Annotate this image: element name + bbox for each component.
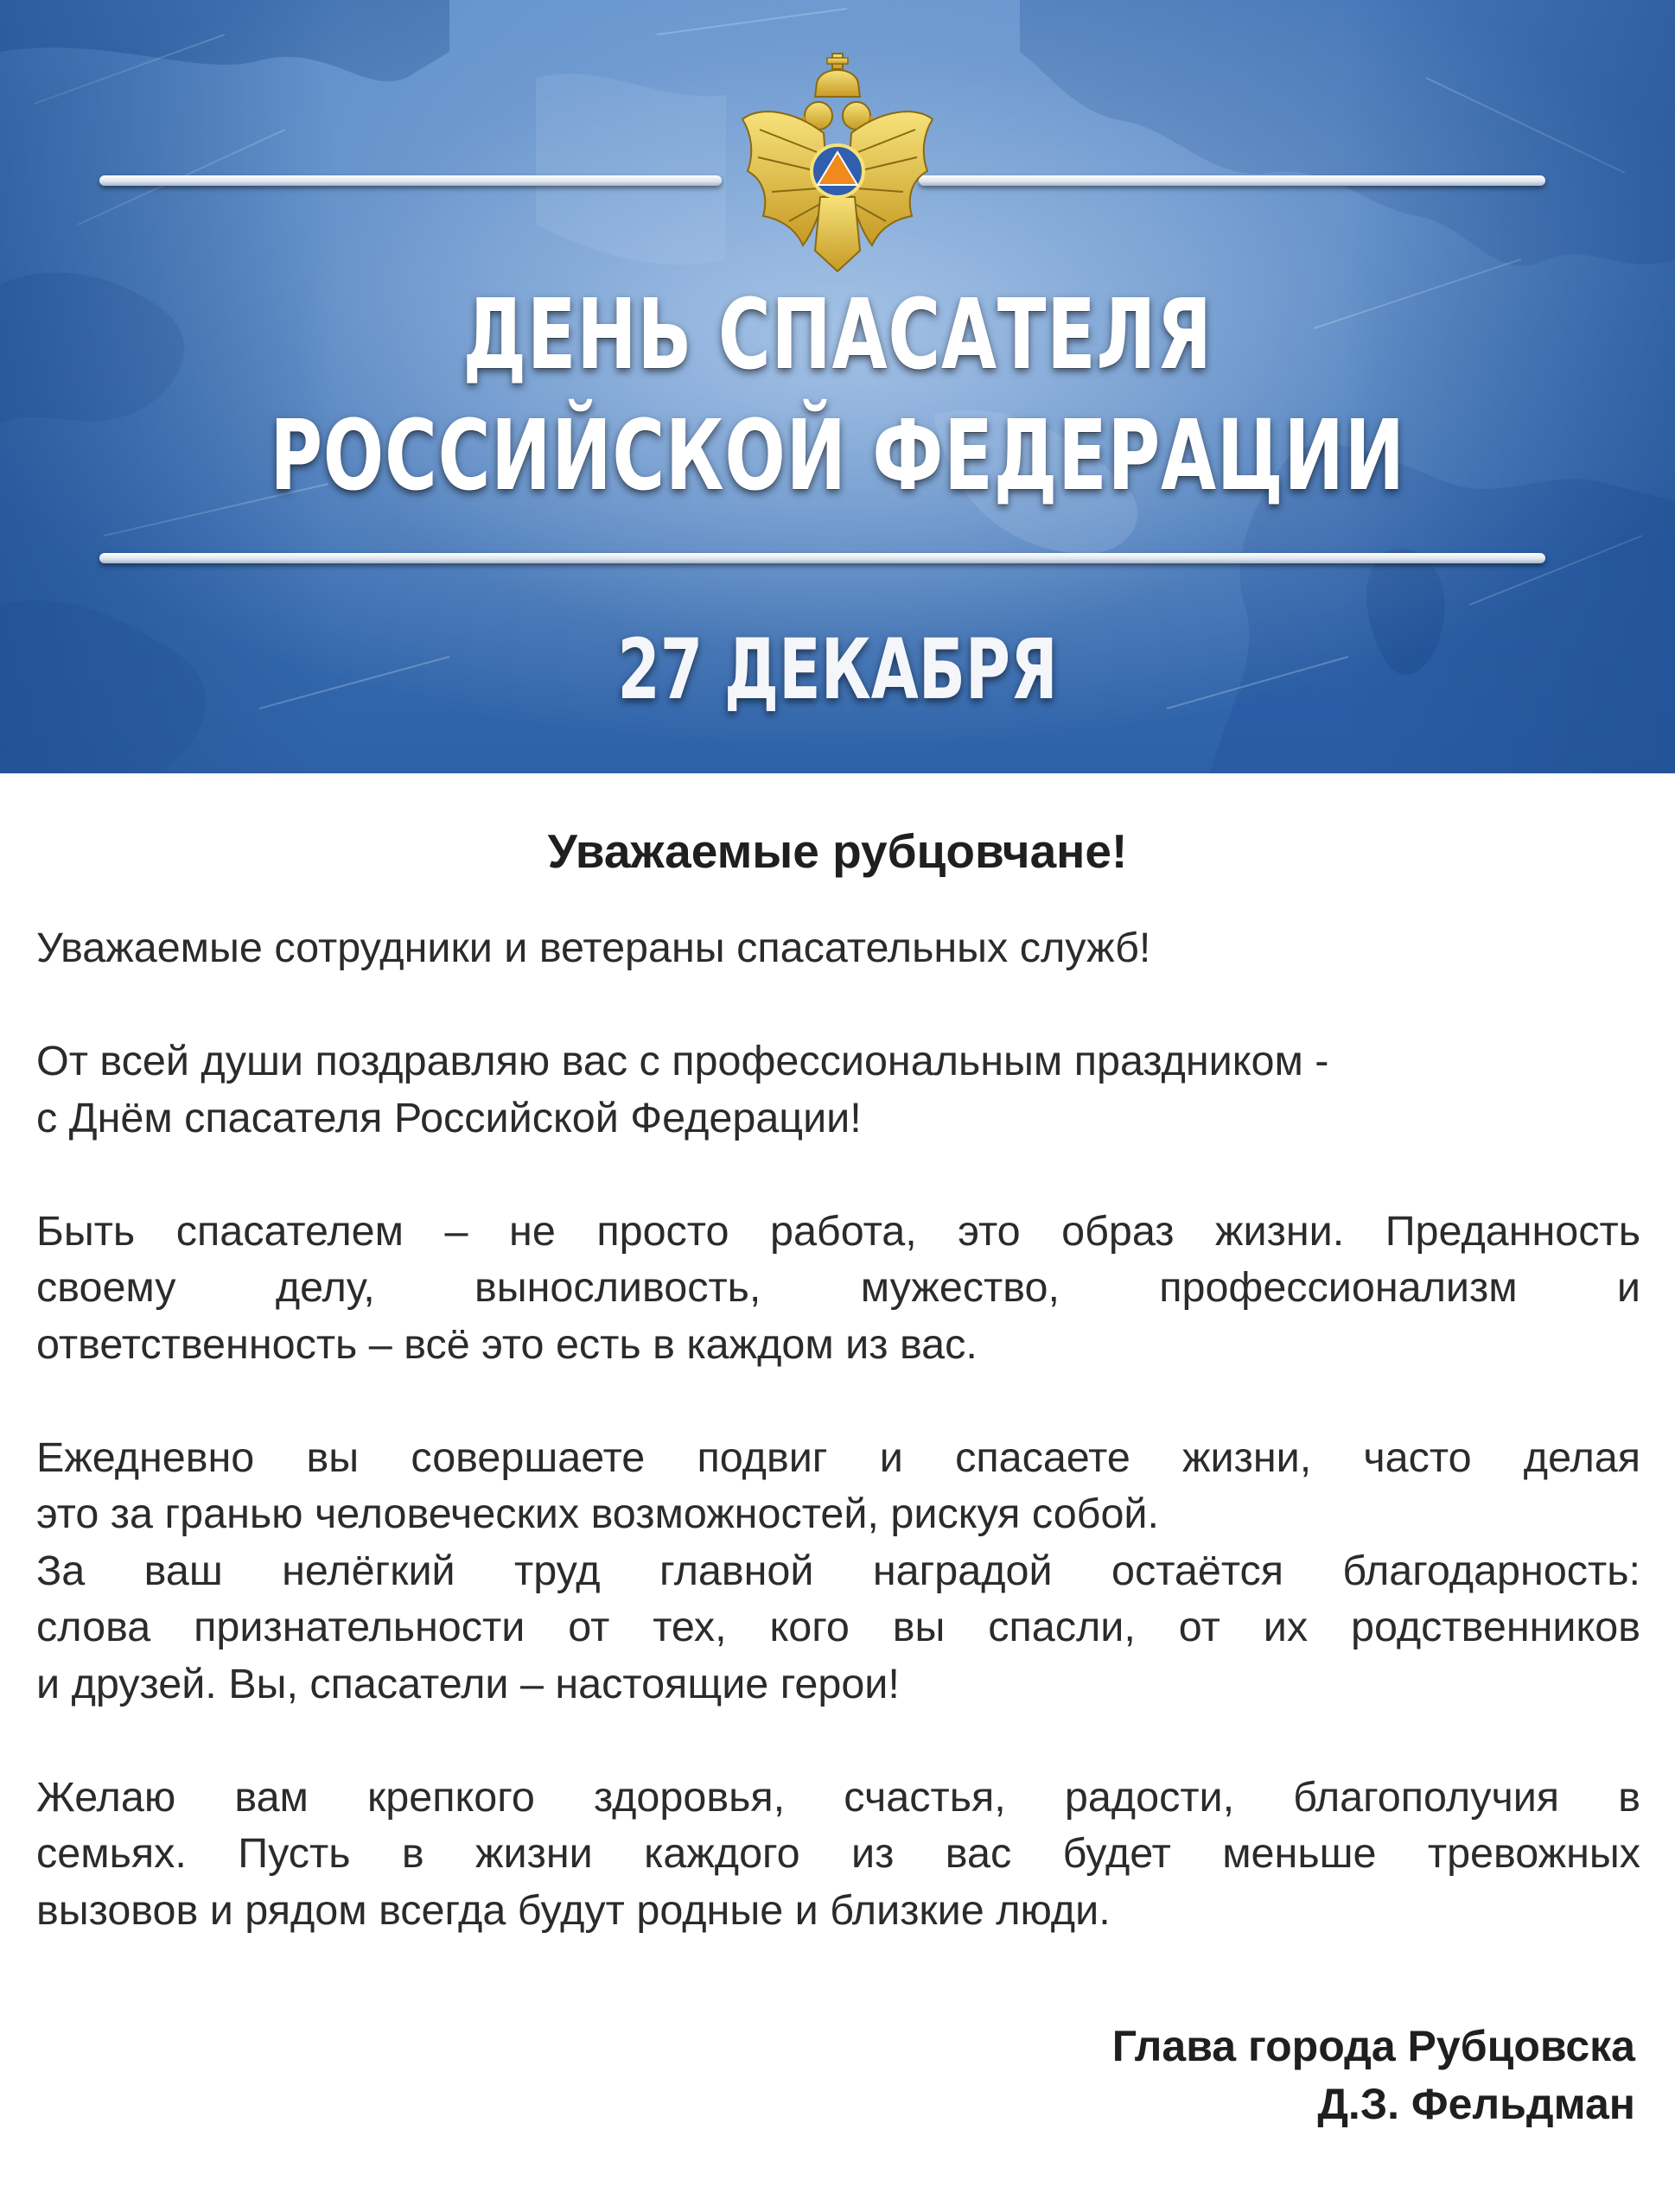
banner-title-line1: ДЕНЬ СПАСАТЕЛЯ [462,279,1213,391]
paragraph-5-line-1: За ваш нелёгкий труд главной наградой остаётся благодарность: [36,1547,1640,1594]
header-banner [0,0,1675,773]
paragraph-2-line-2: с Днём спасателя Российской Федерации! [36,1094,862,1141]
paragraph-1 [36,920,1640,977]
banner-title-line2: РОССИЙСКОЙ ФЕДЕРАЦИИ [270,400,1405,512]
paragraph-4-line-1: Ежедневно вы совершаете подвиг и спасаете жизни, часто делая [36,1433,1640,1481]
paragraph-5-line-2: слова признательности от тех, кого вы спасли, от их родственников [36,1604,1640,1650]
signature-block [1112,2018,1635,2133]
paragraph-5-line-3: и друзей. Вы, спасатели – настоящие герои! [36,1660,900,1707]
top-left-rule [99,175,722,186]
paragraph-3-line-3: ответственность – всё это есть в каждом из вас. [36,1320,978,1368]
paragraph-6-line-1: Желаю вам крепкого здоровья, счастья, радости, благополучия в [36,1773,1640,1821]
paragraph-2-line-1: От всей души поздравляю вас с профессиональным праздником - [36,1038,1329,1084]
paragraph-2 [36,1033,1640,1147]
paragraph-5 [36,1543,1640,1713]
mchs-eagle-emblem-icon [734,50,941,276]
middle-rule [99,553,1545,563]
paragraph-3-line-1: Быть спасателем – не просто работа, это образ жизни. Преданность [36,1207,1640,1255]
banner-date: 27 ДЕКАБРЯ [617,621,1058,718]
top-right-rule [919,175,1545,186]
signature-name: Д.З. Фельдман [1317,2080,1635,2128]
paragraph-3 [36,1204,1640,1374]
paragraph-4 [36,1430,1640,1543]
paragraph-3-line-2: своему делу, выносливость, мужество, профессионализм и [36,1264,1640,1311]
paragraph-4-line-2: это за гранью человеческих возможностей, рискуя собой. [36,1491,1159,1537]
paragraph-6-line-2: семьях. Пусть в жизни каждого из вас будет меньше тревожных [36,1830,1640,1877]
paragraph-1-text: Уважаемые сотрудники и ветераны спасательных служб! [36,925,1151,971]
paragraph-6-line-3: вызовов и рядом всегда будут родные и близкие люди. [36,1886,1111,1934]
letter-body [36,920,1640,1996]
signature-position: Глава города Рубцовска [1111,2022,1635,2070]
greeting-heading: Уважаемые рубцовчане! [547,824,1128,878]
paragraph-6 [36,1770,1640,1940]
